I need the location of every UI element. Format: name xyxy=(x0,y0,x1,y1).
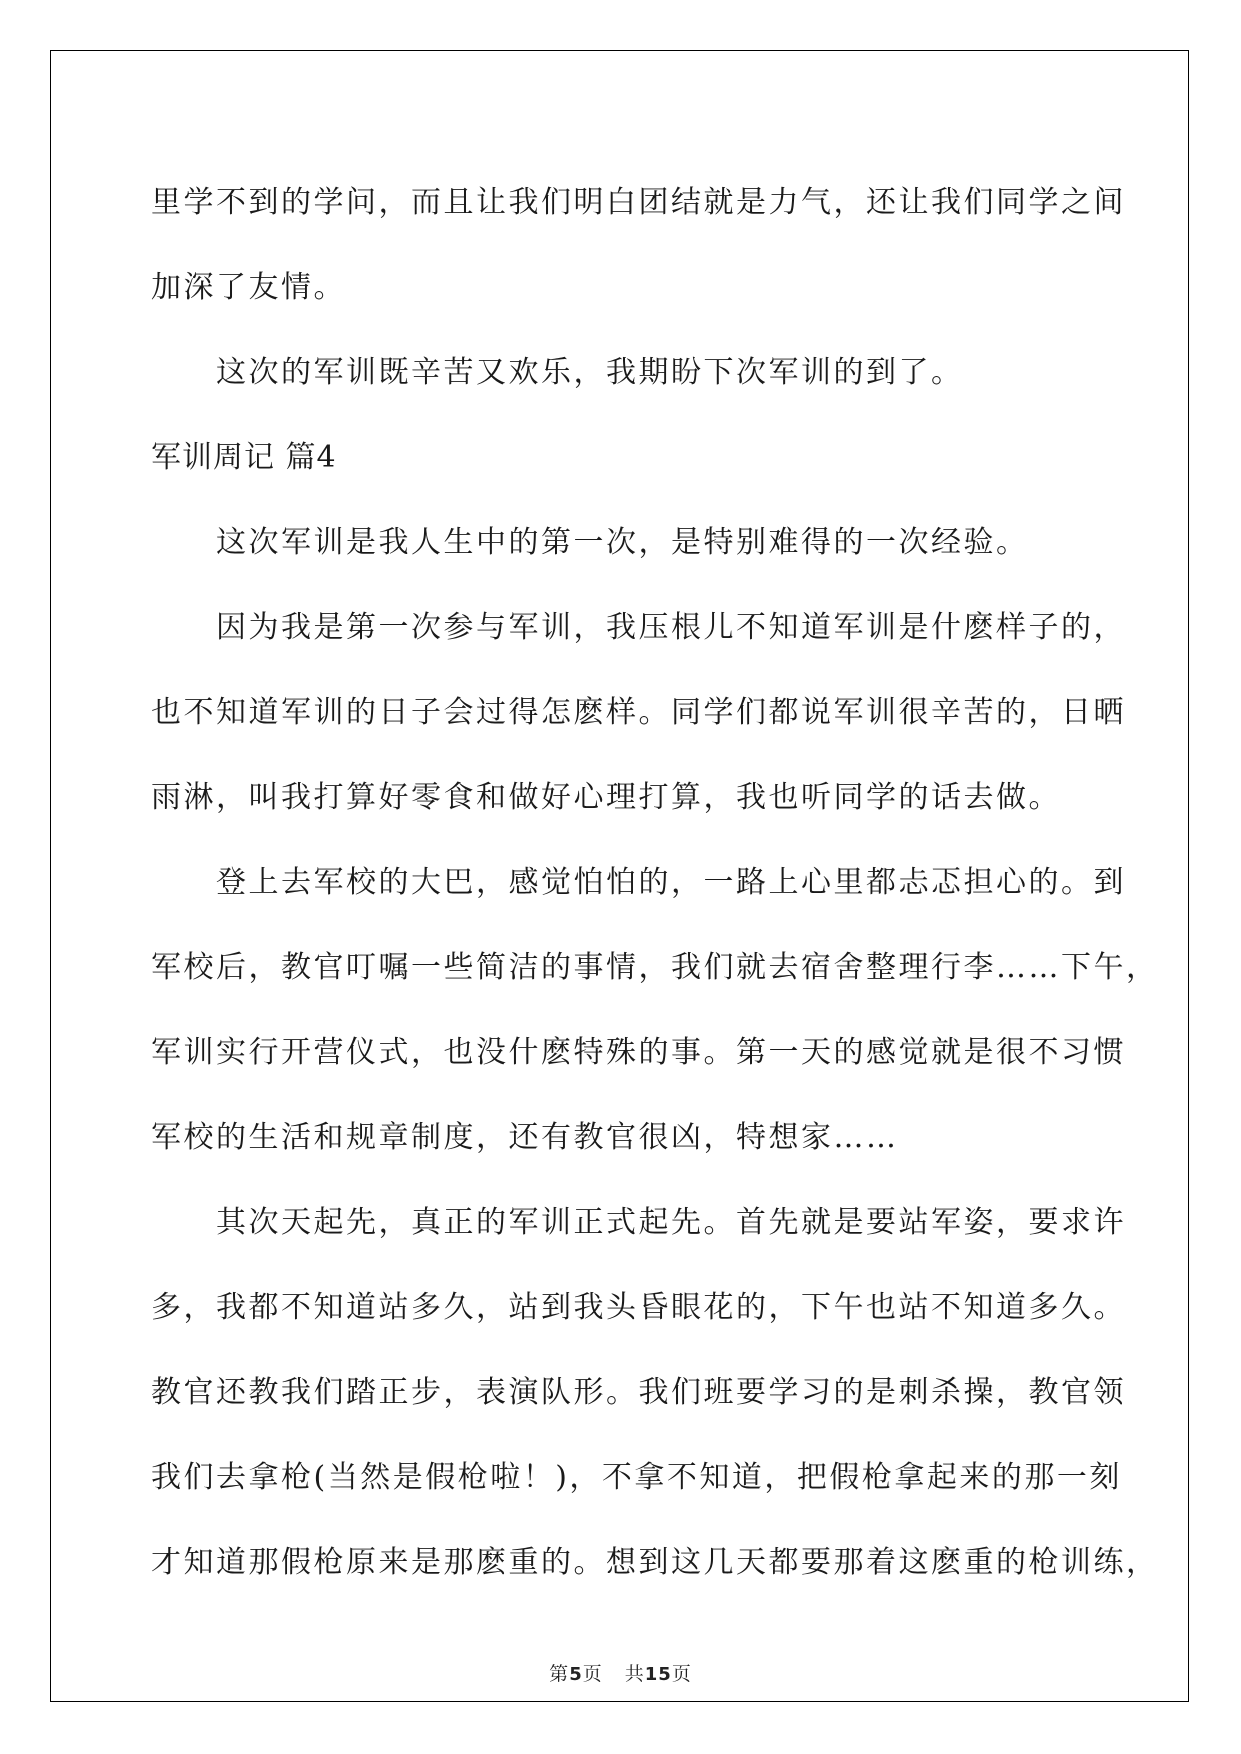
body-line: 多，我都不知道站多久，站到我头昏眼花的，下午也站不知道多久。 xyxy=(151,1290,1126,1325)
body-line: 里学不到的学问，而且让我们明白团结就是力气，还让我们同学之间 xyxy=(151,185,1126,220)
body-line: 才知道那假枪原来是那麽重的。想到这几天都要那着这麽重的枪训练， xyxy=(151,1545,1159,1580)
footer-total-prefix: 共 xyxy=(624,1663,645,1685)
paragraph-start: 其次天起先，真正的军训正式起先。首先就是要站军姿，要求许 xyxy=(216,1205,1126,1240)
current-page-number: 5 xyxy=(569,1664,583,1685)
page-footer xyxy=(0,1662,1241,1687)
footer-prefix: 第 xyxy=(549,1663,570,1685)
body-line: 教官还教我们踏正步，表演队形。我们班要学习的是刺杀操，教官领 xyxy=(151,1375,1126,1410)
paragraph-start: 登上去军校的大巴，感觉怕怕的，一路上心里都忐忑担心的。到 xyxy=(216,865,1126,900)
body-line: 也不知道军训的日子会过得怎麽样。同学们都说军训很辛苦的，日晒 xyxy=(151,695,1126,730)
body-line: 加深了友情。 xyxy=(151,270,346,305)
body-line: 军校的生活和规章制度，还有教官很凶，特想家…… xyxy=(151,1120,899,1155)
footer-page-suffix: 页 xyxy=(582,1663,603,1685)
body-line: 军训实行开营仪式，也没什麽特殊的事。第一天的感觉就是很不习惯 xyxy=(151,1035,1126,1070)
body-line: 我们去拿枪(当然是假枪啦！)，不拿不知道，把假枪拿起来的那一刻 xyxy=(151,1460,1122,1495)
paragraph-start: 这次军训是我人生中的第一次，是特别难得的一次经验。 xyxy=(216,525,1029,560)
footer-total-suffix: 页 xyxy=(671,1663,692,1685)
document-body xyxy=(151,160,1159,1605)
body-line: 雨淋，叫我打算好零食和做好心理打算，我也听同学的话去做。 xyxy=(151,780,1061,815)
paragraph-start: 这次的军训既辛苦又欢乐，我期盼下次军训的到了。 xyxy=(216,355,964,390)
body-line: 军校后，教官叮嘱一些简洁的事情，我们就去宿舍整理行李……下午， xyxy=(151,950,1159,985)
section-heading: 军训周记 篇4 xyxy=(151,440,337,475)
total-page-count: 15 xyxy=(644,1664,672,1685)
paragraph-start: 因为我是第一次参与军训，我压根儿不知道军训是什麽样子的， xyxy=(216,610,1126,645)
